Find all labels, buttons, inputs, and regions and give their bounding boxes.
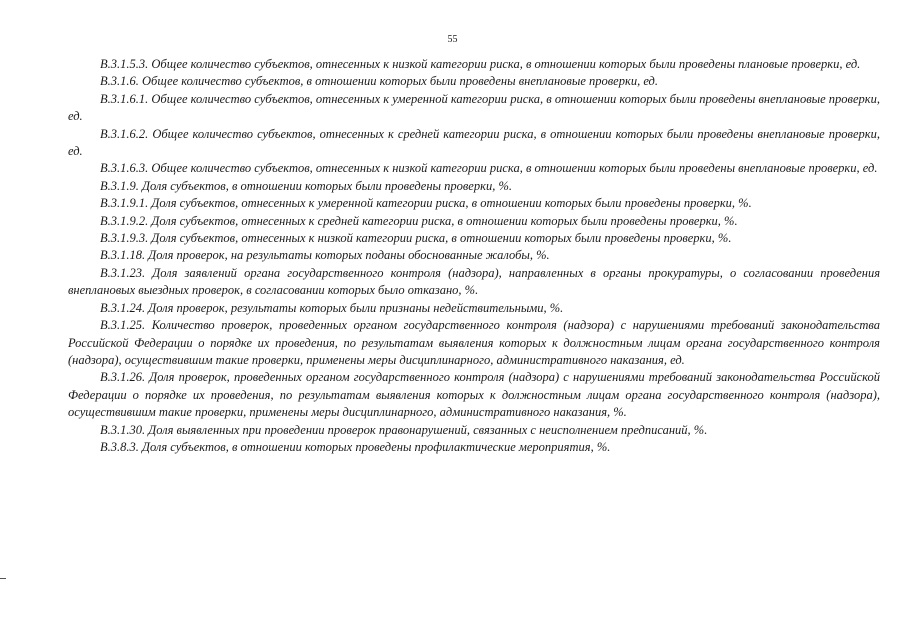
- page-number: 55: [447, 34, 458, 45]
- paragraph-v3-1-6: В.3.1.6. Общее количество субъектов, в отношении которых были проведены внеплановые проверки, ед.: [100, 74, 659, 89]
- paragraph-v3-1-9: В.3.1.9. Доля субъектов, в отношении которых были проведены проверки, %.: [100, 178, 512, 193]
- paragraph-v3-1-5-3: В.3.1.5.3. Общее количество субъектов, отнесенных к низкой категории риска, в отношении которых были проведены плановые проверки, ед.: [100, 57, 861, 71]
- paragraph-v3-1-9-2: В.3.1.9.2. Доля субъектов, отнесенных к средней категории риска, в отношении которых были проведены проверки, %.: [100, 213, 738, 228]
- paragraph-v3-1-6-1: В.3.1.6.1. Общее количество субъектов, отнесенных к умеренной категории риска, в отношении которых были проведены внеплановые проверки, ед.: [68, 91, 880, 124]
- paragraph-v3-1-24: В.3.1.24. Доля проверок, результаты которых были признаны недействительными, %.: [100, 300, 564, 315]
- paragraph-v3-1-25: В.3.1.25. Количество проверок, проведенных органом государственного контроля (надзора) с нарушениями требований законодательства Российской Федерации о порядке их проведения, по результатам выявления которых к должностным лицам органа государственного контроля (надзора), осуществившим такие проверки, применены меры дисциплинарного, административного наказания, ед.: [68, 318, 880, 367]
- paragraph-v3-1-6-3: В.3.1.6.3. Общее количество субъектов, отнесенных к низкой категории риска, в отношении которых были проведены внеплановые проверки, ед.: [100, 161, 878, 176]
- paragraph-v3-1-6-2: В.3.1.6.2. Общее количество субъектов, отнесенных к средней категории риска, в отношении которых были проведены внеплановые проверки, ед.: [68, 126, 880, 159]
- paragraph-v3-8-3: В.3.8.3. Доля субъектов, в отношении которых проведены профилактические мероприятия, %.: [100, 439, 611, 454]
- paragraph-v3-1-30: В.3.1.30. Доля выявленных при проведении проверок правонарушений, связанных с неисполнением предписаний, %.: [100, 422, 708, 437]
- paragraph-v3-1-23: В.3.1.23. Доля заявлений органа государственного контроля (надзора), направленных в органы прокуратуры, о согласовании проведения внеплановых выездных проверок, в согласовании которых было отказано, %.: [68, 265, 880, 298]
- paragraph-v3-1-26: В.3.1.26. Доля проверок, проведенных органом государственного контроля (надзора) с нарушениями требований законодательства Российской Федерации о порядке их проведения, по результатам выявления которых к должностным лицам органа государственного контроля (надзора), осуществившим такие проверки, применены меры дисциплинарного, административного наказания, %.: [68, 370, 880, 420]
- paragraph-v3-1-9-3: В.3.1.9.3. Доля субъектов, отнесенных к низкой категории риска, в отношении которых были проведены проверки, %.: [100, 231, 732, 246]
- paragraph-v3-1-18: В.3.1.18. Доля проверок, на результаты которых поданы обоснованные жалобы, %.: [100, 248, 550, 263]
- margin-mark: [0, 578, 6, 579]
- paragraph-v3-1-9-1: В.3.1.9.1. Доля субъектов, отнесенных к умеренной категории риска, в отношении которых были проведены проверки, %.: [100, 196, 752, 211]
- document-body: [68, 56, 880, 456]
